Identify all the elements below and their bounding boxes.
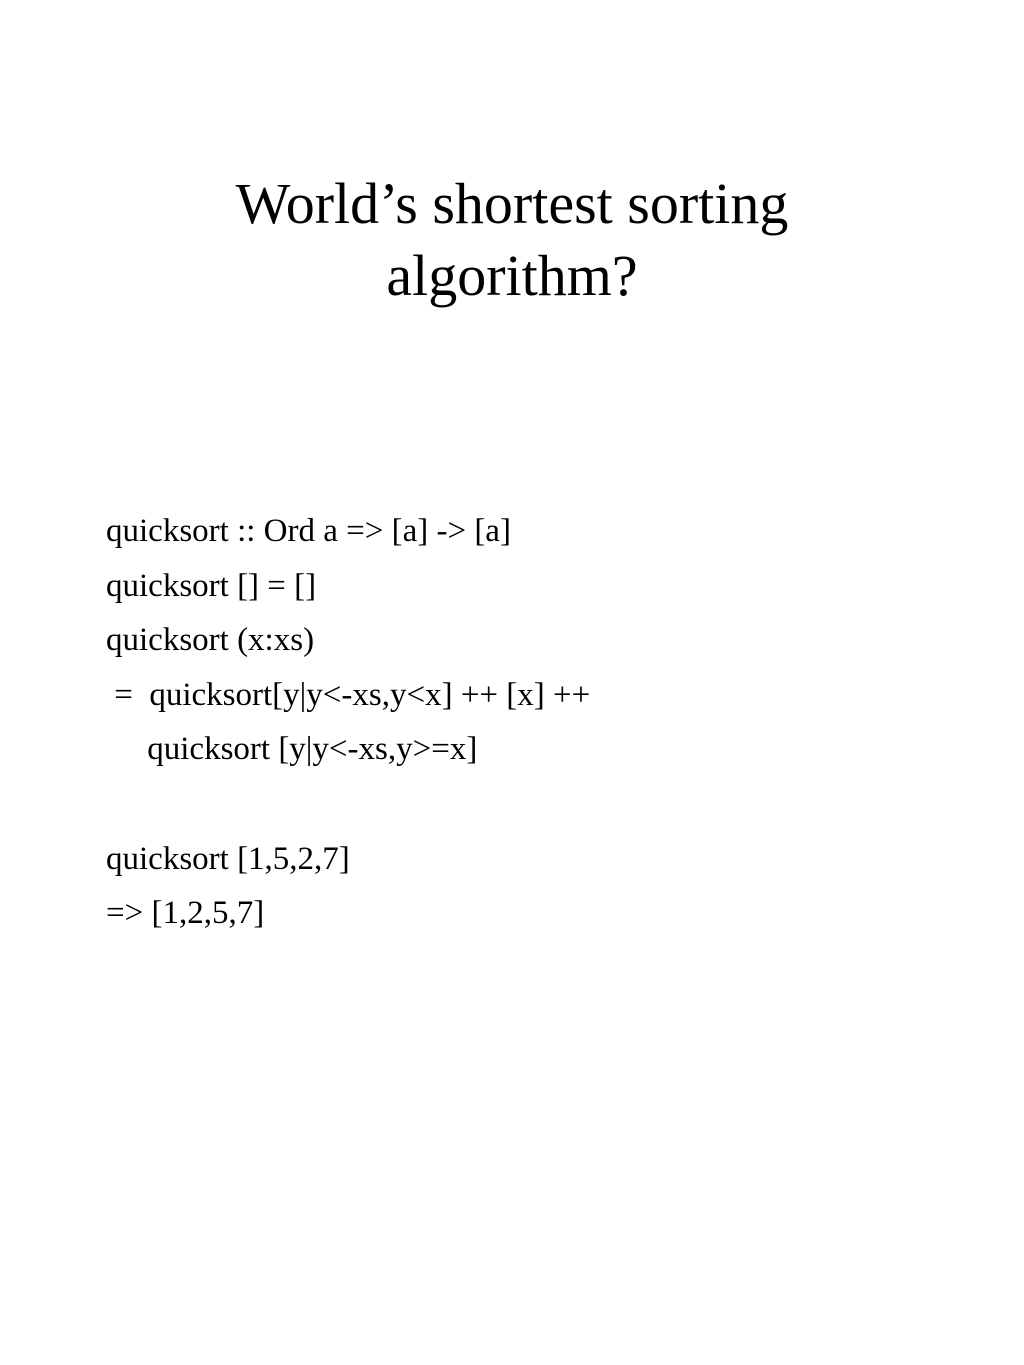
slide-title [0,168,1024,312]
code-line-recursive-body-2: quicksort [y|y<-xs,y>=x] [106,731,478,767]
code-line-type-signature: quicksort :: Ord a => [a] -> [a] [106,513,511,549]
example-result: => [1,2,5,7] [106,895,265,931]
code-line-recursive-head: quicksort (x:xs) [106,622,315,658]
example-call: quicksort [1,5,2,7] [106,840,350,877]
slide-title-line-1: World’s shortest sorting [235,171,789,236]
slide-title-line-2: algorithm? [386,243,638,308]
code-spacer [106,777,986,832]
code-line-base-case: quicksort [] = [] [106,567,317,604]
code-block [106,504,986,941]
code-line-recursive-body-1: = quicksort[y|y<-xs,y<x] ++ [x] ++ [106,676,591,713]
